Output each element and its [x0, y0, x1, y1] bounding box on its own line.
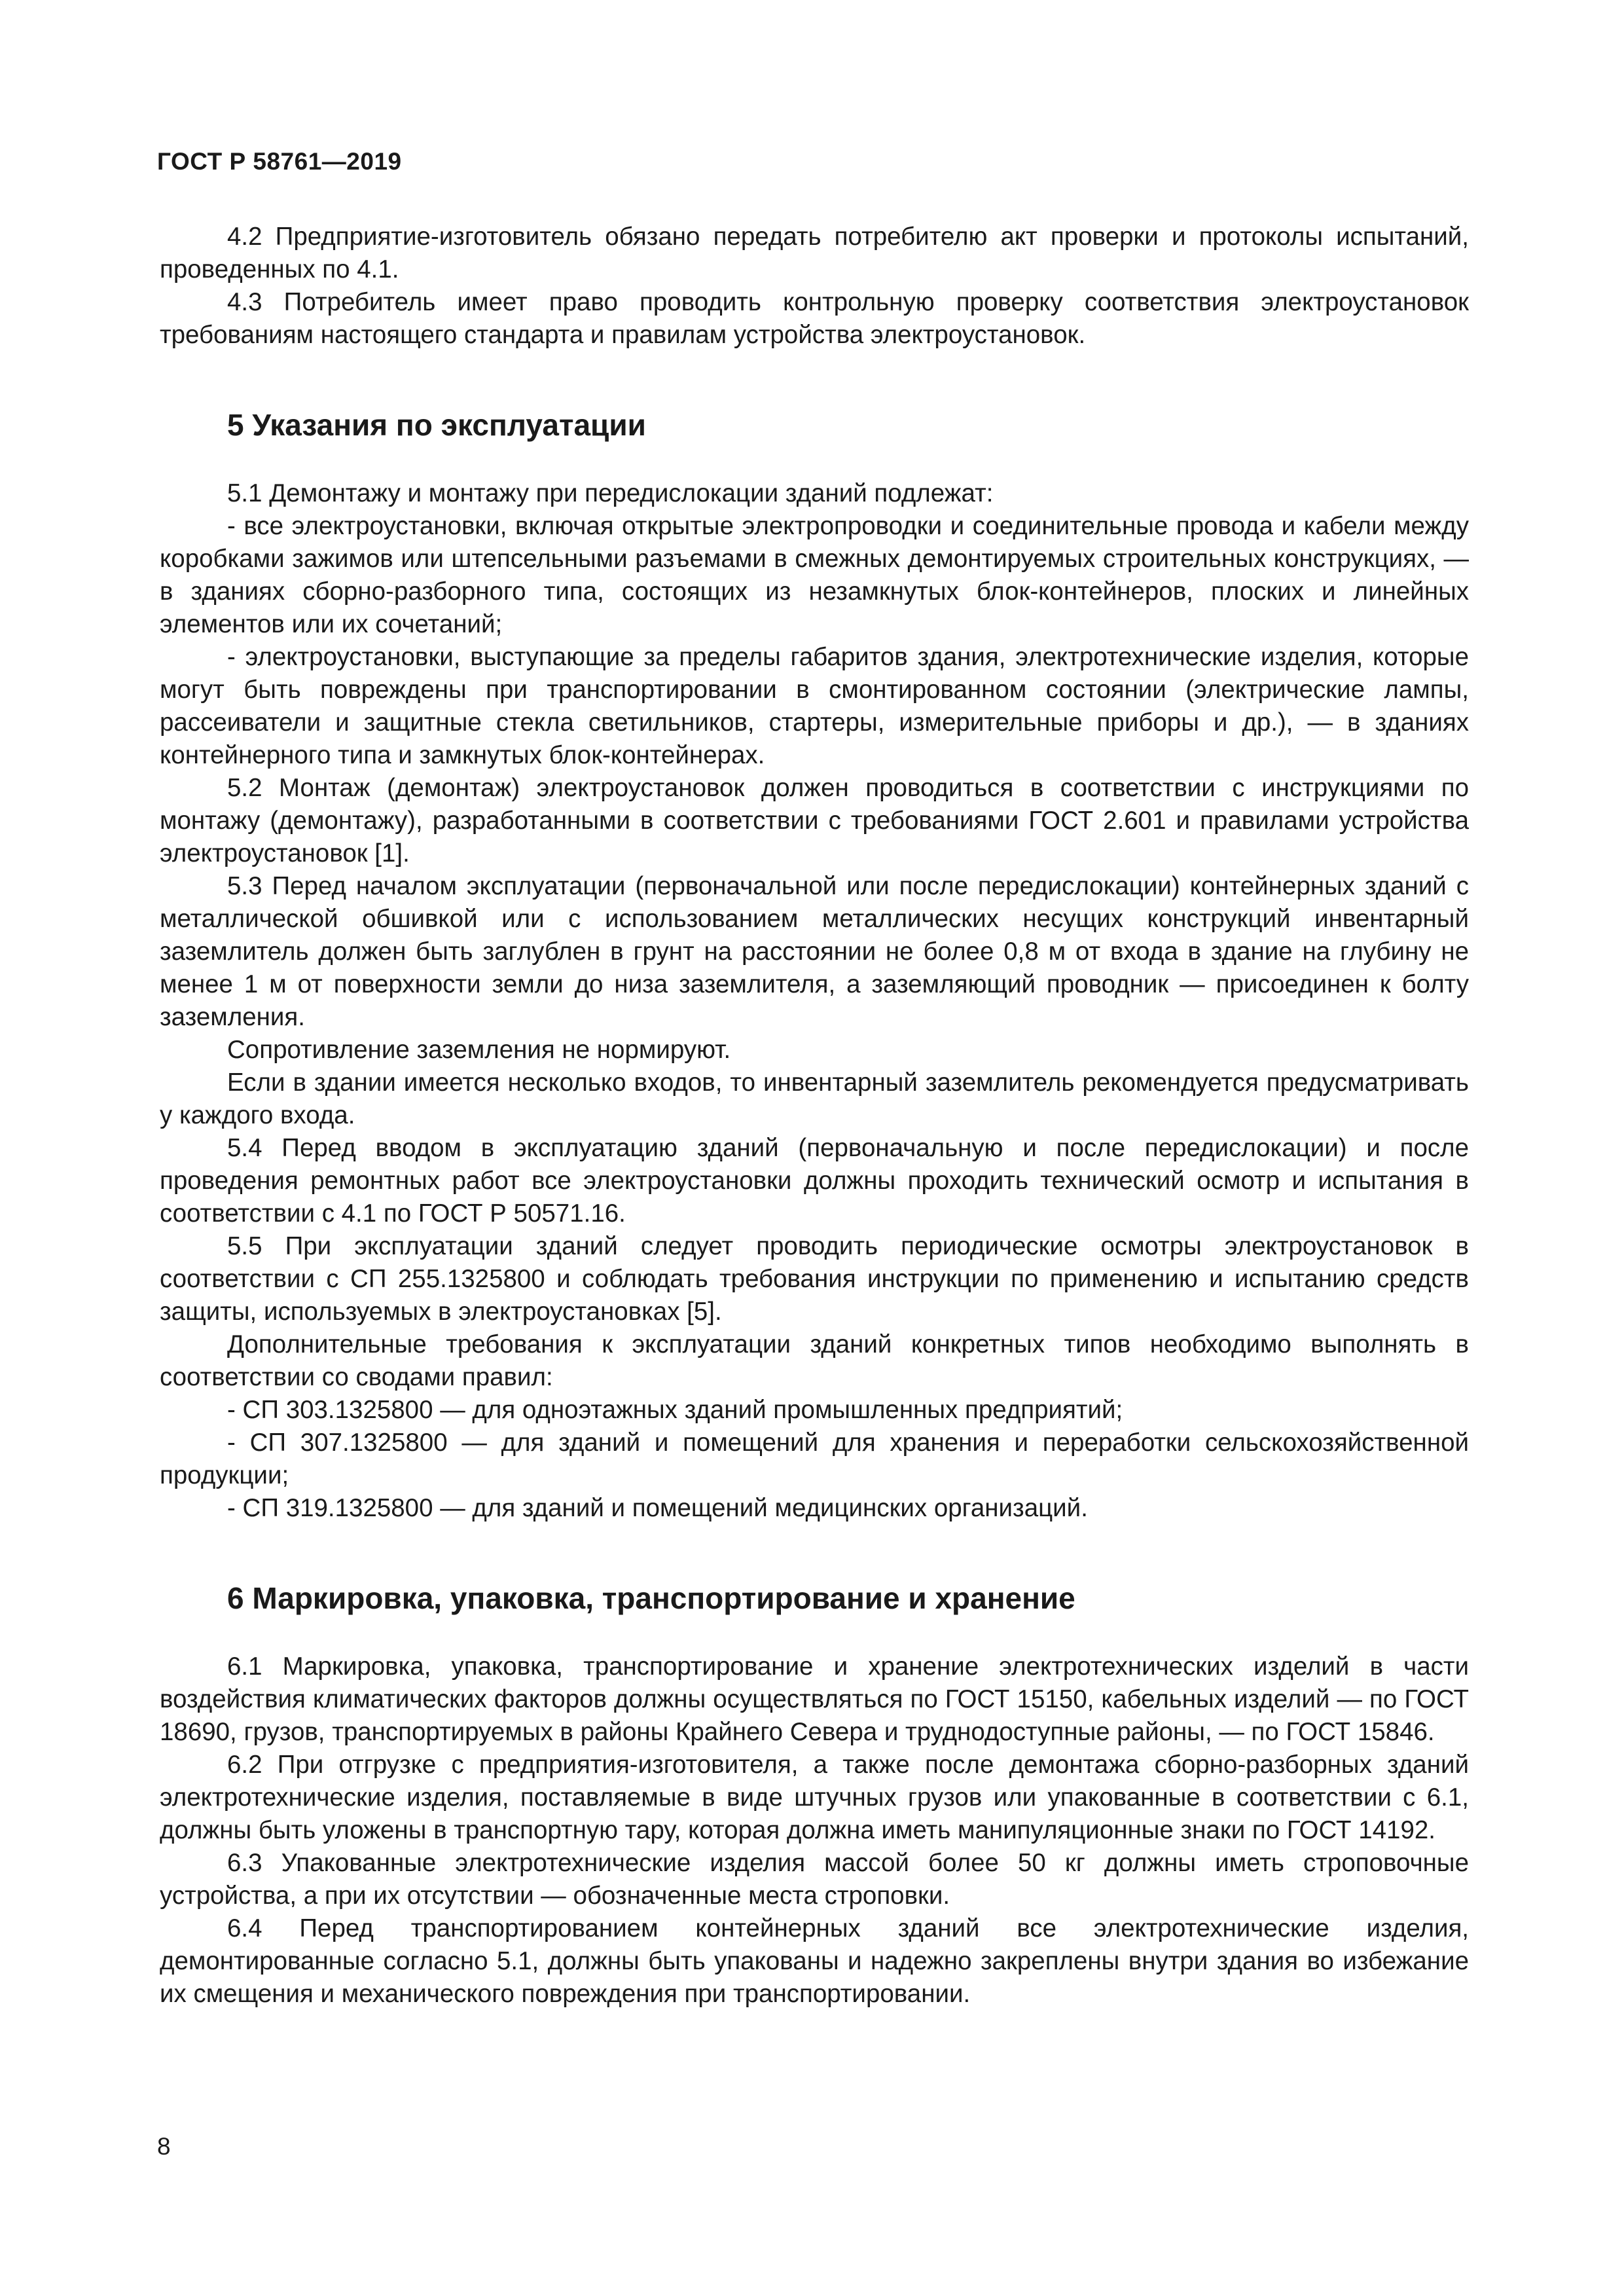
list-item-5-1-a: - все электроустановки, включая открытые электропроводки и соединительные провода и кабели между коробками зажимов или штепсельными разъемами в смежных демонтируемых строительных конструкциях, — в зданиях сборно-разборного типа, состоящих из незамкнутых блок-контейнеров, плоских и линейных элементов или их сочетаний;: [160, 512, 1469, 638]
paragraph-multiple-entrances: Если в здании имеется несколько входов, то инвентарный заземлитель рекомендуется предусматривать у каждого входа.: [160, 1068, 1469, 1129]
paragraph-additional-requirements: Дополнительные требования к эксплуатации зданий конкретных типов необходимо выполнять в соответствии со сводами правил:: [160, 1330, 1469, 1391]
paragraph-6-2: 6.2 При отгрузке с предприятия-изготовителя, а также после демонтажа сборно-разборных зданий электротехнические изделия, поставляемые в виде штучных грузов или упакованные в соответствии с 6.1, должны быть уложены в транспортную тару, которая должна иметь манипуляционные знаки по ГОСТ 14192.: [160, 1751, 1469, 1844]
paragraph-5-5: 5.5 При эксплуатации зданий следует проводить периодические осмотры электроустановок в соответствии с СП 255.1325800 и соблюдать требования инструкции по применению и испытанию средств защиты, используемых в электроустановках [5].: [160, 1232, 1469, 1326]
list-item-sp-303: - СП 303.1325800 — для одноэтажных зданий промышленных предприятий;: [227, 1396, 1123, 1424]
paragraph-grounding-resistance: Сопротивление заземления не нормируют.: [227, 1036, 731, 1064]
paragraph-6-1: 6.1 Маркировка, упаковка, транспортирование и хранение электротехнических изделий в части воздействия климатических факторов должны осуществляться по ГОСТ 15150, кабельных изделий — по ГОСТ 18690, грузов, транспортируемых в районы Крайнего Севера и труднодоступные районы, — по ГОСТ 15846.: [160, 1652, 1469, 1746]
list-item-sp-319: - СП 319.1325800 — для зданий и помещений медицинских организаций.: [227, 1494, 1088, 1522]
page-number: 8: [157, 2133, 171, 2160]
section-6-heading: 6 Маркировка, упаковка, транспортирование и хранение: [227, 1581, 1075, 1615]
page-content: [160, 221, 1469, 2011]
paragraph-5-3: 5.3 Перед началом эксплуатации (первоначальной или после передислокации) контейнерных зданий с металлической обшивкой или с использованием металлических несущих конструкций инвентарный заземлитель должен быть заглублен в грунт на расстоянии не более 0,8 м от входа в здание на глубину не менее 1 м от поверхности земли до низа заземлителя, а заземляющий проводник — присоединен к болту заземления.: [160, 872, 1469, 1031]
paragraph-5-2: 5.2 Монтаж (демонтаж) электроустановок должен проводиться в соответствии с инструкциями по монтажу (демонтажу), разработанными в соответствии с требованиями ГОСТ 2.601 и правилами устройства электроустановок [1].: [160, 774, 1469, 867]
list-item-sp-307: - СП 307.1325800 — для зданий и помещений для хранения и переработки сельскохозяйственной продукции;: [160, 1429, 1469, 1489]
paragraph-5-4: 5.4 Перед вводом в эксплуатацию зданий (первоначальную и после передислокации) и после проведения ремонтных работ все электроустановки должны проходить технический осмотр и испытания в соответствии с 4.1 по ГОСТ Р 50571.16.: [160, 1134, 1469, 1228]
paragraph-4-2: 4.2 Предприятие-изготовитель обязано передать потребителю акт проверки и протоколы испытаний, проведенных по 4.1.: [160, 223, 1469, 283]
paragraph-4-3: 4.3 Потребитель имеет право проводить контрольную проверку соответствия электроустановок требованиям настоящего стандарта и правилам устройства электроустановок.: [160, 288, 1469, 349]
list-item-5-1-b: - электроустановки, выступающие за пределы габаритов здания, электротехнические изделия, которые могут быть повреждены при транспортировании в смонтированном состоянии (электрические лампы, рассеиватели и защитные стекла светильников, стартеры, измерительные приборы и др.), — в зданиях контейнерного типа и замкнутых блок-контейнерах.: [160, 643, 1469, 769]
section-5-heading: 5 Указания по эксплуатации: [227, 408, 646, 442]
paragraph-6-4: 6.4 Перед транспортированием контейнерных зданий все электротехнические изделия, демонтированные согласно 5.1, должны быть упакованы и надежно закреплены внутри здания во избежание их смещения и механического повреждения при транспортировании.: [160, 1914, 1469, 2008]
paragraph-6-3: 6.3 Упакованные электротехнические изделия массой более 50 кг должны иметь строповочные устройства, а при их отсутствии — обозначенные места строповки.: [160, 1849, 1469, 1910]
document-code-header: ГОСТ Р 58761—2019: [157, 148, 402, 175]
paragraph-5-1: 5.1 Демонтажу и монтажу при передислокации зданий подлежат:: [227, 479, 994, 507]
